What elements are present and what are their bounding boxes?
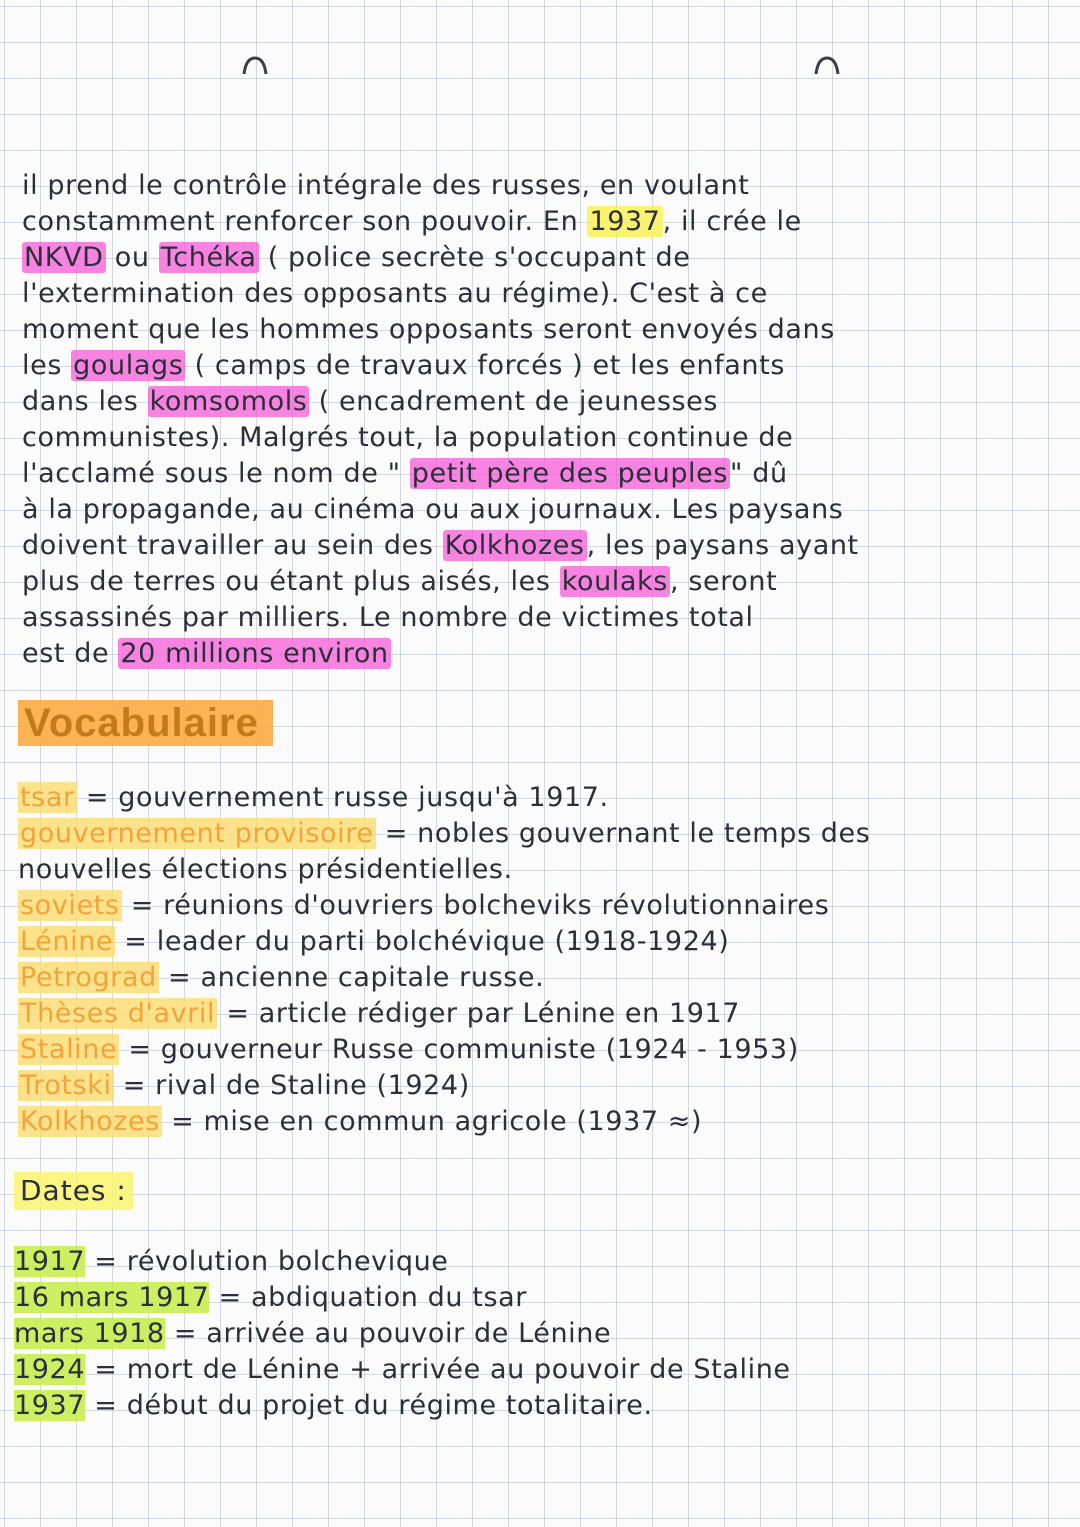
paragraph-line — [22, 312, 1060, 348]
date-value: 16 mars 1917 — [14, 1282, 210, 1313]
vocabulary-entry — [18, 960, 1060, 996]
text-segment: ( encadrement de jeunesses — [309, 386, 719, 417]
dates-heading: Dates : — [14, 1172, 133, 1210]
highlighted-term: goulags — [73, 350, 184, 381]
vocabulary-term: tsar — [20, 782, 75, 813]
vocabulary-definition: = mise en commun agricole (1937 ≈) — [161, 1106, 703, 1137]
vocabulary-entry — [18, 1104, 1060, 1140]
paragraph-line — [22, 600, 1060, 636]
date-value: 1924 — [14, 1354, 86, 1385]
highlighted-term: Kolkhozes — [444, 530, 585, 561]
text-segment: , il crée le — [662, 206, 802, 237]
vocabulary-definition: = ancienne capitale russe. — [158, 962, 545, 993]
paragraph-line — [22, 348, 1060, 384]
vocabulary-definition: = leader du parti bolchévique (1918-1924) — [115, 926, 730, 957]
paragraph-line — [22, 204, 1060, 240]
vocabulary-definition: = gouvernement russe jusqu'à 1917. — [76, 782, 609, 813]
highlighted-term: petit père des peuples — [411, 458, 729, 489]
vocabulary-entry — [18, 1068, 1060, 1104]
text-segment: dans les — [22, 386, 148, 417]
text-segment: , les paysans ayant — [586, 530, 859, 561]
date-entry — [14, 1316, 1060, 1352]
text-segment: ( police secrète s'occupant de — [258, 242, 691, 273]
highlighted-term: 20 millions environ — [120, 638, 389, 669]
text-segment: constamment renforcer son pouvoir. En — [22, 206, 588, 237]
vocabulary-term: soviets — [20, 890, 120, 921]
highlighted-term: komsomols — [149, 386, 308, 417]
date-entry — [14, 1352, 1060, 1388]
date-value: 1937 — [14, 1390, 86, 1421]
vocabulary-definition: = gouverneur Russe communiste (1924 - 1953) — [119, 1034, 799, 1065]
paragraph-line — [22, 492, 1060, 528]
date-event: = arrivée au pouvoir de Lénine — [164, 1318, 612, 1349]
vocabulary-definition: = nobles gouvernant le temps des — [375, 818, 871, 849]
date-value: mars 1918 — [14, 1318, 165, 1349]
date-event: = mort de Lénine + arrivée au pouvoir de Staline — [85, 1354, 791, 1385]
paragraph-line — [22, 564, 1060, 600]
text-segment: , seront — [669, 566, 778, 597]
paragraph-line — [22, 168, 1060, 204]
date-event: = début du projet du régime totalitaire. — [85, 1390, 653, 1421]
binder-hole-mark-left — [240, 54, 270, 76]
vocabulary-entry — [18, 780, 1060, 816]
binder-hole-mark-right — [812, 54, 842, 76]
text-segment: assassinés par milliers. Le nombre de victimes total — [22, 602, 754, 633]
paragraph-line — [22, 528, 1060, 564]
text-segment: à la propagande, au cinéma ou aux journaux. Les paysans — [22, 494, 844, 525]
vocabulaire-heading: Vocabulaire — [18, 700, 273, 746]
vocabulary-term: Thèses d'avril — [20, 998, 216, 1029]
vocabulary-term: gouvernement provisoire — [20, 818, 374, 849]
highlighted-term: Tchéka — [160, 242, 257, 273]
text-segment: l'extermination des opposants au régime). C'est à ce — [22, 278, 768, 309]
vocabulary-term: Trotski — [20, 1070, 112, 1101]
vocabulary-entry — [18, 996, 1060, 1032]
text-segment: communistes). Malgrés tout, la population continue de — [22, 422, 794, 453]
text-segment: " dû — [730, 458, 788, 489]
text-segment: les — [22, 350, 72, 381]
vocabulary-definition: = réunions d'ouvriers bolcheviks révolutionnaires — [121, 890, 830, 921]
date-entry — [14, 1388, 1060, 1424]
highlighted-term: 1937 — [589, 206, 661, 237]
date-event: = révolution bolchevique — [85, 1246, 449, 1277]
vocabulary-term: Kolkhozes — [20, 1106, 160, 1137]
paragraph-line — [22, 384, 1060, 420]
date-entry — [14, 1244, 1060, 1280]
text-segment: plus de terres ou étant plus aisés, les — [22, 566, 560, 597]
text-segment: il prend le contrôle intégrale des russes, en voulant — [22, 170, 750, 201]
text-segment: l'acclamé sous le nom de " — [22, 458, 410, 489]
vocabulary-entry — [18, 1032, 1060, 1068]
vocabulary-entry — [18, 924, 1060, 960]
vocabulary-term: Petrograd — [20, 962, 157, 993]
date-entry — [14, 1280, 1060, 1316]
date-value: 1917 — [14, 1246, 86, 1277]
text-segment: ou — [105, 242, 159, 273]
vocabulary-term: Lénine — [20, 926, 114, 957]
vocabulary-entry — [18, 816, 1060, 852]
highlighted-term: NKVD — [24, 242, 104, 273]
vocabulary-entry — [18, 852, 1060, 888]
vocabulary-definition: nouvelles élections présidentielles. — [18, 854, 513, 885]
paragraph-line — [22, 240, 1060, 276]
vocabulary-entry — [18, 888, 1060, 924]
text-segment: est de — [22, 638, 119, 669]
paragraph-line — [22, 420, 1060, 456]
vocabulary-definition: = rival de Staline (1924) — [113, 1070, 470, 1101]
vocabulary-term: Staline — [20, 1034, 118, 1065]
highlighted-term: koulaks — [561, 566, 668, 597]
paragraph-line — [22, 456, 1060, 492]
date-event: = abdiquation du tsar — [209, 1282, 527, 1313]
paragraph-line — [22, 276, 1060, 312]
text-segment: ( camps de travaux forcés ) et les enfants — [185, 350, 785, 381]
vocabulary-definition: = article rédiger par Lénine en 1917 — [217, 998, 741, 1029]
text-segment: moment que les hommes opposants seront envoyés dans — [22, 314, 835, 345]
paragraph-line — [22, 636, 1060, 672]
text-segment: doivent travailler au sein des — [22, 530, 443, 561]
